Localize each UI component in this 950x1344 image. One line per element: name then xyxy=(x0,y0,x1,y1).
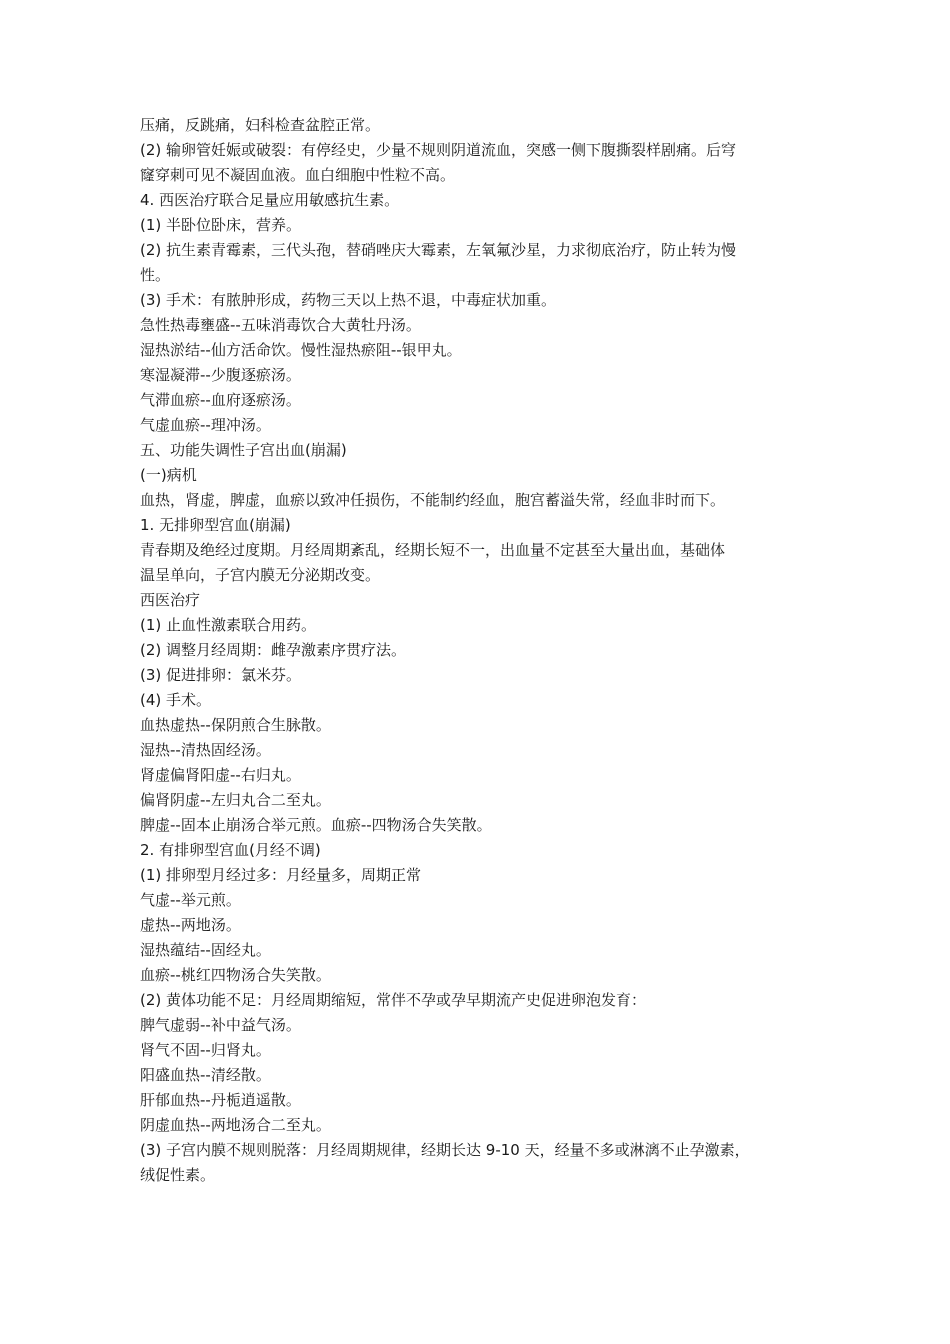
text-line: 偏肾阴虚--左归丸合二至丸。 xyxy=(140,791,331,809)
text-line: 压痛，反跳痛，妇科检查盆腔正常。 xyxy=(140,116,381,134)
text-line: 4. 西医治疗联合足量应用敏感抗生素。 xyxy=(140,191,400,209)
subsection-heading: 2. 有排卵型宫血(月经不调) xyxy=(140,841,321,859)
text-line: 阴虚血热--两地汤合二至丸。 xyxy=(140,1116,331,1134)
text-line: (2) 黄体功能不足：月经周期缩短，常伴不孕或孕早期流产史促进卵泡发育： xyxy=(140,991,647,1009)
text-line: 虚热--两地汤。 xyxy=(140,916,241,934)
text-line: (4) 手术。 xyxy=(140,691,212,709)
text-line: 温呈单向，子宫内膜无分泌期改变。 xyxy=(140,566,381,584)
text-line: 青春期及绝经过度期。月经周期紊乱，经期长短不一，出血量不定甚至大量出血，基础体 xyxy=(140,541,726,559)
document-body xyxy=(140,113,820,1188)
subsection-heading: (一)病机 xyxy=(140,466,197,484)
text-line: (3) 子宫内膜不规则脱落：月经周期规律，经期长达 9-10 天，经量不多或淋漓不止孕激素， xyxy=(140,1141,750,1159)
text-line: 血热虚热--保阴煎合生脉散。 xyxy=(140,716,331,734)
text-line: 西医治疗 xyxy=(140,591,201,609)
text-line: 湿热蕴结--固经丸。 xyxy=(140,941,271,959)
text-line: 肝郁血热--丹栀逍遥散。 xyxy=(140,1091,301,1109)
text-line: 湿热--清热固经汤。 xyxy=(140,741,271,759)
text-line: 血热，肾虚，脾虚，血瘀以致冲任损伤，不能制约经血，胞宫蓄溢失常，经血非时而下。 xyxy=(140,491,726,509)
text-line: (3) 促进排卵：氯米芬。 xyxy=(140,666,302,684)
text-line: 肾气不固--归肾丸。 xyxy=(140,1041,271,1059)
text-line: (1) 排卵型月经过多：月经量多，周期正常 xyxy=(140,866,422,884)
text-line: 寒湿凝滞--少腹逐瘀汤。 xyxy=(140,366,301,384)
text-line: 气滞血瘀--血府逐瘀汤。 xyxy=(140,391,301,409)
text-line: (1) 止血性激素联合用药。 xyxy=(140,616,317,634)
text-line: 性。 xyxy=(140,266,171,284)
text-line: 气虚--举元煎。 xyxy=(140,891,241,909)
text-line: 急性热毒壅盛--五味消毒饮合大黄牡丹汤。 xyxy=(140,316,421,334)
text-line: (2) 调整月经周期：雌孕激素序贯疗法。 xyxy=(140,641,407,659)
text-line: 肾虚偏肾阳虚--右归丸。 xyxy=(140,766,301,784)
text-line: (2) 输卵管妊娠或破裂：有停经史，少量不规则阴道流血，突感一侧下腹撕裂样剧痛。后穹 xyxy=(140,141,737,159)
text-line: 血瘀--桃红四物汤合失笑散。 xyxy=(140,966,331,984)
text-line: 气虚血瘀--理冲汤。 xyxy=(140,416,271,434)
text-line: 阳盛血热--清经散。 xyxy=(140,1066,271,1084)
section-heading: 五、功能失调性子宫出血(崩漏) xyxy=(140,441,347,459)
subsection-heading: 1. 无排卵型宫血(崩漏) xyxy=(140,516,291,534)
text-line: 脾虚--固本止崩汤合举元煎。血瘀--四物汤合失笑散。 xyxy=(140,816,492,834)
text-line: 绒促性素。 xyxy=(140,1166,216,1184)
text-line: 湿热淤结--仙方活命饮。慢性湿热瘀阻--银甲丸。 xyxy=(140,341,462,359)
text-line: (1) 半卧位卧床，营养。 xyxy=(140,216,302,234)
text-line: (3) 手术：有脓肿形成，药物三天以上热不退，中毒症状加重。 xyxy=(140,291,557,309)
text-line: (2) 抗生素青霉素，三代头孢，替硝唑庆大霉素，左氧氟沙星，力求彻底治疗，防止转为慢 xyxy=(140,241,737,259)
text-line: 窿穿刺可见不凝固血液。血白细胞中性粒不高。 xyxy=(140,166,456,184)
text-line: 脾气虚弱--补中益气汤。 xyxy=(140,1016,301,1034)
